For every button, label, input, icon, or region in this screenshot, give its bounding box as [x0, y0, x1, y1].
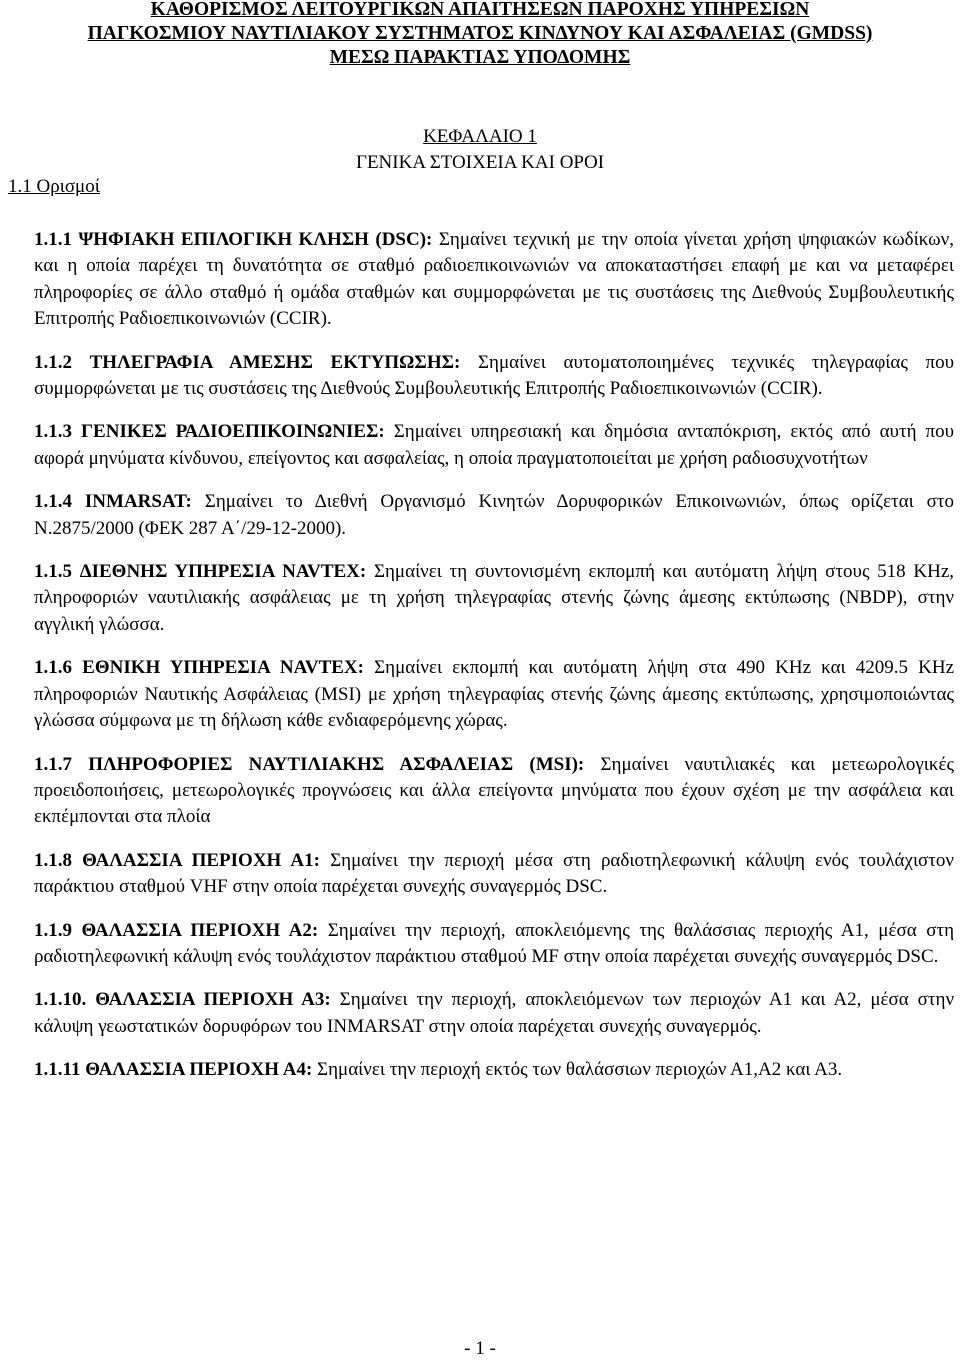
definition-number: 1.1.4: [34, 491, 72, 513]
section-heading: 1.1 Ορισμοί: [8, 176, 100, 197]
definition-item: [34, 848, 954, 901]
definition-term: ΠΛΗΡΟΦΟΡΙΕΣ ΝΑΥΤΙΛΙΑΚΗΣ ΑΣΦΑΛΕΙΑΣ (MSI):: [88, 753, 585, 775]
definition-item: [34, 987, 954, 1040]
definition-term: ΘΑΛΑΣΣΙΑ ΠΕΡΙΟΧΗ Α3:: [95, 989, 331, 1011]
definition-number: 1.1.11: [34, 1059, 81, 1081]
definition-item: [34, 918, 954, 971]
title-line-1: ΚΑΘΟΡΙΣΜΟΣ ΛΕΙΤΟΥΡΓΙΚΩΝ ΑΠΑΙΤΗΣΕΩΝ ΠΑΡΟΧΗΣ ΥΠΗΡΕΣΙΩΝ: [150, 0, 810, 20]
definition-text: Σημαίνει την περιοχή εκτός των θαλάσσιων περιοχών Α1,Α2 και Α3.: [317, 1059, 843, 1081]
definition-term: ΓΕΝΙΚΕΣ ΡΑΔΙΟΕΠΙΚΟΙΝΩΝΙΕΣ:: [80, 421, 385, 443]
definition-item: [34, 350, 954, 403]
definition-number: 1.1.7: [34, 753, 72, 775]
definition-item: [34, 489, 954, 542]
definition-item: [34, 752, 954, 831]
definition-number: 1.1.10.: [34, 989, 87, 1011]
definition-text: Σημαίνει ναυτιλιακές και μετεωρολογικές προειδοποιήσεις, μετεωρολογικές προγνώσεις και άλλα επείγοντα μηνύματα που έχουν σχέση με την ασφάλεια και εκπέμπονται στα πλοία: [34, 753, 954, 828]
definition-term: ΔΙΕΘΝΗΣ ΥΠΗΡΕΣΙΑ NAVTEX:: [79, 561, 367, 583]
chapter-heading: [0, 124, 960, 176]
definition-number: 1.1.6: [34, 657, 72, 679]
page-number: - 1 -: [464, 1338, 496, 1359]
definition-text: Σημαίνει την περιοχή, αποκλειόμενων των περιοχών Α1 και Α2, μέσα στην κάλυψη γεωστατικών δορυφόρων του INMARSAT στην οποία παρέχεται συνεχής συναγερμός.: [34, 989, 955, 1037]
definition-term: ΨΗΦΙΑΚΗ ΕΠΙΛΟΓΙΚΗ ΚΛΗΣΗ (DSC):: [78, 229, 433, 250]
definition-number: 1.1.9: [34, 919, 72, 941]
definition-term: ΘΑΛΑΣΣΙΑ ΠΕΡΙΟΧΗ Α1:: [82, 849, 320, 871]
definition-text: Σημαίνει το Διεθνή Οργανισμό Κινητών Δορυφορικών Επικοινωνιών, όπως ορίζεται στο Ν.2875/2000 (ΦΕΚ 287 Α΄/29-12-2000).: [34, 491, 955, 539]
definition-term: ΘΑΛΑΣΣΙΑ ΠΕΡΙΟΧΗ Α2:: [81, 919, 319, 941]
definition-number: 1.1.3: [34, 421, 72, 443]
definition-text: Σημαίνει την περιοχή μέσα στη ραδιοτηλεφωνική κάλυψη ενός τουλάχιστον παράκτιου σταθμού VHF στην οποία παρέχεται συνεχής συναγερμός DSC.: [34, 849, 955, 898]
definition-text: Σημαίνει αυτοματοποιημένες τεχνικές τηλεγραφίας που συμμορφώνεται με τις συστάσεις της Διεθνούς Συμβουλευτικής Επιτροπής Ραδιοεπικοινωνιών (CCIR).: [34, 351, 955, 400]
definition-text: Σημαίνει τη συντονισμένη εκπομπή και αυτόματη λήψη στους 518 KHz, πληροφοριών ναυτιλιακής ασφάλειας με τη χρήση τηλεγραφίας στενής ζώνης άμεσης εκτύπωσης (NBDP), στην αγγλική γλώσσα.: [34, 561, 955, 635]
title-line-3: ΜΕΣΩ ΠΑΡΑΚΤΙΑΣ ΥΠΟΔΟΜΗΣ: [329, 47, 631, 68]
definition-number: 1.1.8: [34, 849, 72, 871]
definition-item: [34, 1057, 954, 1083]
definition-text: Σημαίνει την περιοχή, αποκλειόμενης της θαλάσσιας περιοχής Α1, μέσα στη ραδιοτηλεφωνική κάλυψη ενός τουλάχιστον παράκτιου σταθμού MF στην οποία παρέχεται συνεχής συναγερμός DSC.: [34, 919, 955, 967]
definition-term: INMARSAT:: [84, 491, 192, 513]
definition-term: ΕΘΝΙΚΗ ΥΠΗΡΕΣΙΑ NAVTEX:: [82, 657, 364, 679]
definition-text: Σημαίνει εκπομπή και αυτόματη λήψη στα 490 KHz και 4209.5 KHz πληροφοριών Ναυτικής Ασφάλειας (MSI) με χρήση τηλεγραφίας στενής ζώνης άμεσης εκτύπωσης, χρησιμοποιώντας γλώσσα σύμφωνα με τη δήλωση κάθε ενδιαφερόμενης χώρας.: [34, 657, 955, 732]
definition-term: ΤΗΛΕΓΡΑΦΙΑ ΑΜΕΣΗΣ ΕΚΤΥΠΩΣΗΣ:: [89, 351, 461, 373]
definition-item: [34, 559, 954, 638]
title-line-2: ΠΑΓΚΟΣΜΙΟΥ ΝΑΥΤΙΛΙΑΚΟΥ ΣΥΣΤΗΜΑΤΟΣ ΚΙΝΔΥΝΟΥ ΚΑΙ ΑΣΦΑΛΕΙΑΣ (GMDSS): [87, 23, 873, 44]
document-title: [0, 0, 960, 70]
definition-term: ΘΑΛΑΣΣΙΑ ΠΕΡΙΟΧΗ Α4:: [85, 1059, 313, 1081]
definition-text: Σημαίνει υπηρεσιακή και δημόσια ανταπόκριση, εκτός από αυτή που αφορά μηνύματα κίνδυνου, επείγοντος και ασφαλείας, η οποία πραγματοποιείται με χρήση ραδιοσυχνοτήτων: [34, 421, 954, 469]
definition-item: [34, 419, 954, 472]
definitions-list: [34, 227, 954, 1101]
definition-item: [34, 227, 954, 333]
definition-number: 1.1.2: [34, 351, 72, 373]
definition-item: [34, 655, 954, 734]
definition-text: Σημαίνει τεχνική με την οποία γίνεται χρήση ψηφιακών κωδίκων, και η οποία παρέχει τη δυνατότητα σε σταθμό ραδιοεπικοινωνιών να αποκαταστήσει επαφή με και να μεταφέρει πληροφορίες σε άλλο σταθμό ή ομάδα σταθμών και συμμορφώνεται με τις συστάσεις της Διεθνούς Συμβουλευτικής Επιτροπής Ραδιοεπικοινωνιών (CCIR).: [34, 229, 954, 330]
chapter-title: ΓΕΝΙΚΑ ΣΤΟΙΧΕΙΑ ΚΑΙ ΟΡΟΙ: [355, 152, 605, 173]
definition-number: 1.1.1: [34, 229, 72, 250]
chapter-number: ΚΕΦΑΛΑΙΟ 1: [423, 126, 537, 147]
definition-number: 1.1.5: [34, 561, 72, 583]
